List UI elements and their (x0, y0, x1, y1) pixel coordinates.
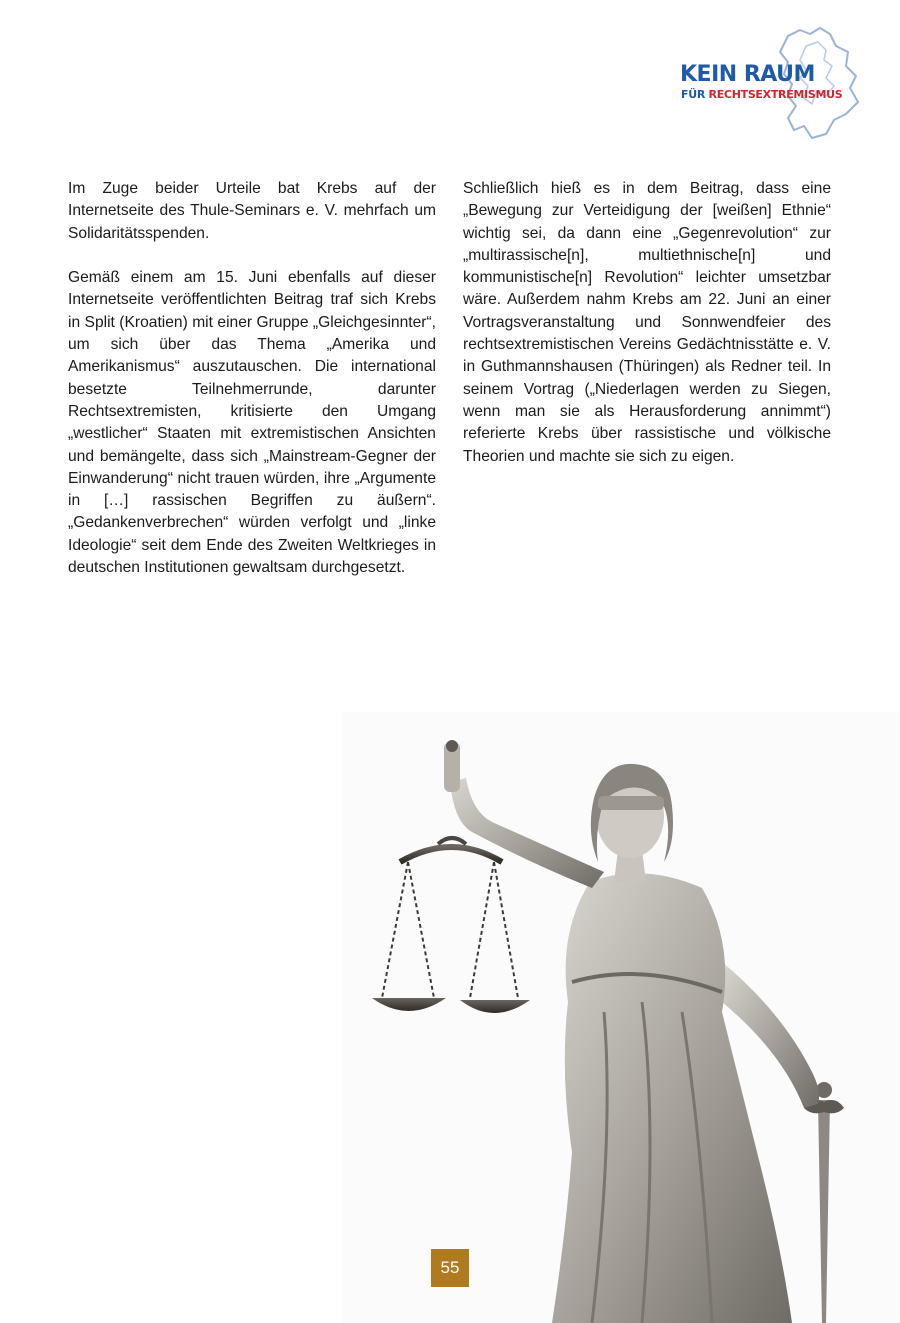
logo (676, 26, 866, 141)
text-column-right (463, 178, 831, 490)
paragraph: Im Zuge beider Urteile bat Krebs auf der Internetseite des Thule-Seminars e. V. mehrfach um Solidaritätsspenden. (68, 180, 436, 242)
logo-subtitle (681, 88, 842, 101)
lady-justice-statue-icon (342, 712, 900, 1323)
paragraph: Gemäß einem am 15. Juni ebenfalls auf dieser Internetseite veröffentlichten Beitrag traf sich Krebs in Split (Kroatien) mit einer Gruppe „Gleichgesinnter“, um sich über das Thema „Amerika und Amerikanismus“ auszutauschen. Die international besetzte Teilnehmerrunde, darunter Rechtsextremisten, kritisierte den Umgang „westlicher“ Staaten mit extremistischen Ansichten und bemängelte, dass sich „Mainstream-Gegner der Einwanderung“ nicht trauen würden, ihre „Argumente in […] rassischen Begriffen zu äußern“. „Gedankenverbrechen“ würden verfolgt und „linke Ideologie“ seit dem Ende des Zweiten Weltkrieges in deutschen Institutionen gewaltsam durchgesetzt. (68, 269, 436, 577)
logo-title: KEIN RAUM (680, 62, 815, 87)
justice-statue-photo (342, 712, 900, 1323)
paragraph: Schließlich hieß es in dem Beitrag, dass eine „Bewegung zur Verteidigung der [weißen] Ethnie“ wichtig sei, da dann eine „Gegenrevolution“ zur „multirassische[n], multiethnische[n] und kommunistische[n] Revolution“ leichter umsetzbar wäre. Außerdem nahm Krebs am 22. Juni an einer Vortragsveranstaltung und Sonnwendfeier des rechtsextremistischen Vereins Gedächtnisstätte e. V. in Guthmannshausen (Thüringen) als Redner teil. In seinem Vortrag („Niederlagen werden zu Siegen, wenn man sie als Herausforderung annimmt“) referierte Krebs über rassistische und völkische Theorien und machte sie sich zu eigen. (463, 180, 831, 465)
text-column-left (68, 178, 436, 602)
page-number: 55 (431, 1249, 469, 1287)
logo-subtitle-prefix: FÜR (681, 88, 709, 101)
logo-subtitle-highlight: RECHTSEXTREMISMUS (708, 88, 843, 101)
